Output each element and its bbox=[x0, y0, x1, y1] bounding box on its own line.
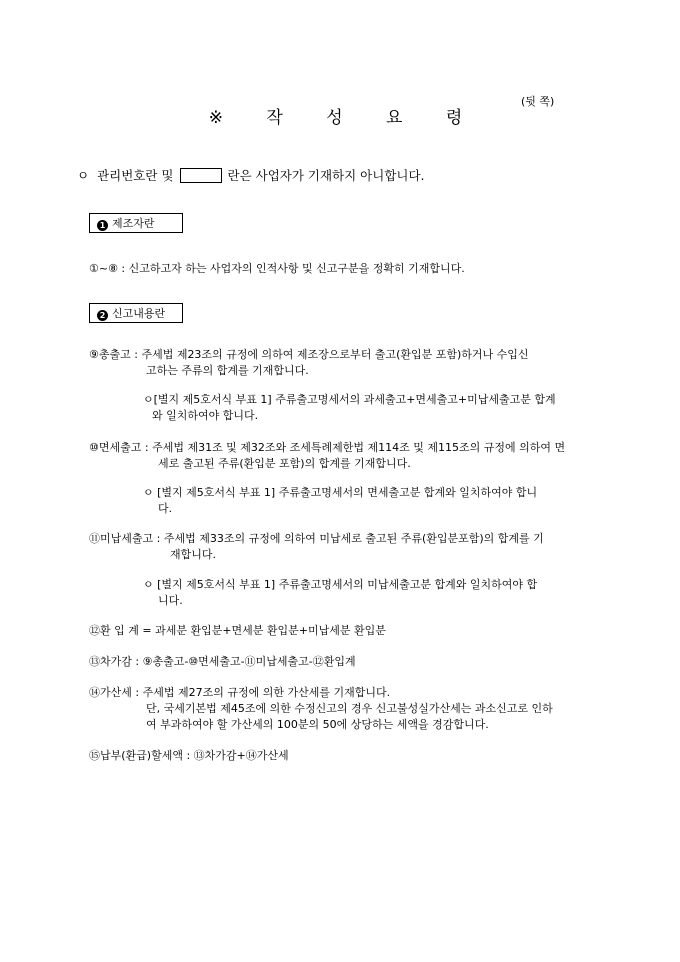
item-11-note-line-2: 니다. bbox=[158, 594, 183, 607]
item-9-note-line-1: ㅇ[별지 제5호서식 부표 1] 주류출고명세서의 과세출고+면세출고+미납세출고분 합계 bbox=[143, 393, 556, 406]
item-15: ⑮납부(환급)할세액 : ⑬차가감+⑭가산세 bbox=[89, 749, 289, 762]
blank-field-box bbox=[180, 168, 222, 183]
intro-line bbox=[77, 166, 425, 184]
item-11-line-2: 재합니다. bbox=[170, 548, 217, 561]
item-11-note-line-1: ㅇ [별지 제5호서식 부표 1] 주류출고명세서의 미납세출고분 합계와 일치하여야 합 bbox=[143, 578, 538, 591]
intro-bullet: ㅇ bbox=[77, 168, 90, 183]
section-label: 제조자란 bbox=[112, 217, 155, 230]
section-number-badge: 1 bbox=[97, 220, 108, 231]
item-1-8: ①~⑧ : 신고하고자 하는 사업자의 인적사항 및 신고구분을 정확히 기재합니다. bbox=[89, 262, 465, 275]
page-title: ※ 작 성 요 령 bbox=[208, 108, 482, 128]
item-10-note-line-2: 다. bbox=[158, 502, 173, 515]
section-box-manufacturer bbox=[89, 213, 183, 233]
page-side-label: (뒷 쪽) bbox=[521, 95, 555, 108]
item-11-line-1: ⑪미납세출고 : 주세법 제33조의 규정에 의하여 미납세로 출고된 주류(환입분포함)의 합계를 기 bbox=[89, 532, 544, 545]
item-10-line-2: 세로 출고된 주류(환입분 포함)의 합계를 기재합니다. bbox=[158, 457, 411, 470]
item-14-line-3: 여 부과하여야 할 가산세의 100분의 50에 상당하는 세액을 경감합니다. bbox=[146, 718, 489, 731]
section-box-report-content bbox=[89, 303, 183, 323]
intro-text-before: 관리번호란 및 bbox=[97, 168, 174, 183]
intro-text-after: 란은 사업자가 기재하지 아니합니다. bbox=[227, 168, 425, 183]
item-14-line-2: 단, 국세기본법 제45조에 의한 수정신고의 경우 신고불성실가산세는 과소신고로 인하 bbox=[146, 702, 553, 715]
item-12: ⑫환 입 계 = 과세분 환입분+면세분 환입분+미납세분 환입분 bbox=[89, 624, 386, 637]
item-10-note-line-1: ㅇ [별지 제5호서식 부표 1] 주류출고명세서의 면세출고분 합계와 일치하여야 합니 bbox=[143, 486, 538, 499]
item-10-line-1: ⑩면세출고 : 주세법 제31조 및 제32조와 조세특례제한법 제114조 및 제115조의 규정에 의하여 면 bbox=[89, 441, 566, 454]
item-14-line-1: ⑭가산세 : 주세법 제27조의 규정에 의한 가산세를 기재합니다. bbox=[89, 686, 391, 699]
item-9-line-2: 고하는 주류의 합계를 기재합니다. bbox=[146, 364, 309, 377]
item-13: ⑬차가감 : ⑨총출고-⑩면세출고-⑪미납세출고-⑫환입계 bbox=[89, 655, 356, 668]
item-9-note-line-2: 와 일치하여야 합니다. bbox=[152, 409, 259, 422]
section-number-badge: 2 bbox=[97, 310, 108, 321]
section-label: 신고내용란 bbox=[112, 307, 166, 320]
item-9-line-1: ⑨총출고 : 주세법 제23조의 규정에 의하여 제조장으로부터 출고(환입분 포함)하거나 수입신 bbox=[89, 348, 529, 361]
